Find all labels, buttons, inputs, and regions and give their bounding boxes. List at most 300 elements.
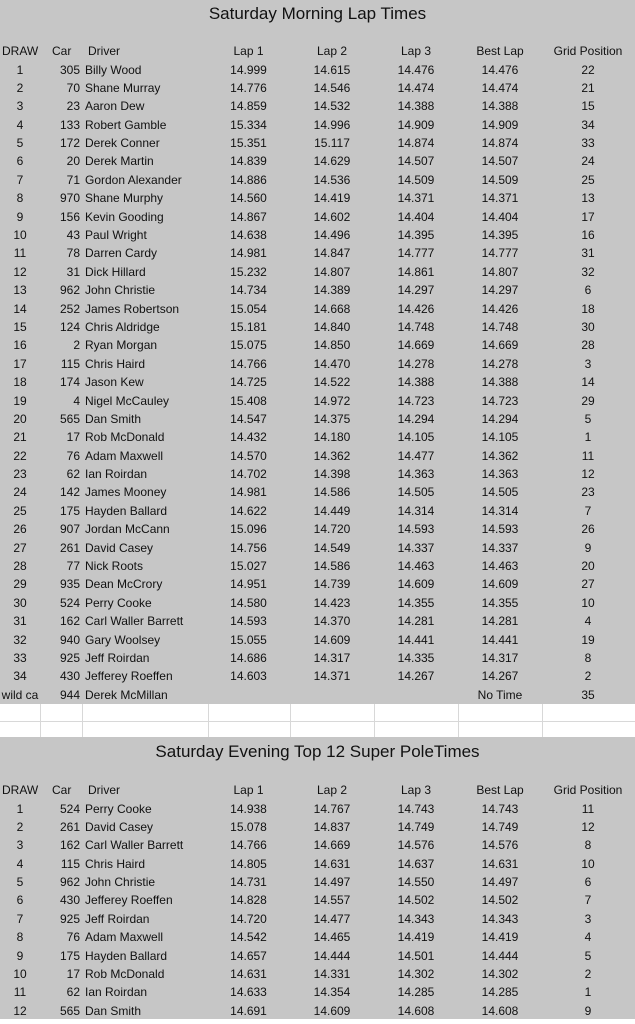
lap1-cell: 15.055 [230, 632, 267, 647]
draw-cell: 10 [13, 967, 27, 981]
driver-cell: Darren Cardy [85, 246, 158, 261]
lap1-cell: 14.766 [230, 356, 267, 371]
best-lap-cell: 14.281 [481, 614, 519, 629]
grid-position-cell: 26 [581, 522, 595, 537]
lap1-cell: 15.054 [230, 301, 267, 316]
lap2-cell: 14.739 [313, 577, 351, 592]
car-cell: 962 [59, 875, 80, 890]
car-cell: 62 [66, 467, 80, 482]
grid-position-cell: 1 [584, 985, 592, 1000]
lap2-cell: 14.549 [313, 540, 351, 555]
table-row [0, 575, 635, 593]
table-row [0, 502, 635, 520]
best-lap-cell: 14.363 [481, 467, 519, 482]
lap3-cell: 14.463 [397, 559, 435, 574]
lap3-cell: 14.267 [397, 669, 435, 684]
lap3-cell: 14.285 [397, 985, 435, 1000]
grid-position-cell: 7 [584, 503, 592, 518]
lap2-cell: 14.807 [313, 264, 351, 279]
lap2-cell: 14.536 [313, 172, 351, 187]
best-lap-cell: 14.297 [481, 283, 519, 298]
table-row [0, 61, 635, 79]
lap3-cell: 14.337 [397, 540, 435, 555]
driver-cell: Jefferey Roeffen [85, 669, 173, 684]
best-lap-cell: 14.404 [481, 209, 519, 224]
best-lap-cell: 14.441 [481, 632, 519, 647]
header-best-lap-cell: Best Lap [476, 44, 524, 58]
lap1-cell: 14.725 [230, 375, 267, 390]
driver-cell: Jeff Roirdan [85, 911, 150, 926]
lap3-cell: 14.637 [397, 856, 435, 871]
table-row [0, 594, 635, 612]
car-cell: 565 [59, 1003, 80, 1018]
header-lap2-cell: Lap 2 [316, 783, 348, 797]
draw-cell: 26 [13, 522, 27, 537]
best-lap-cell: 14.502 [481, 893, 519, 908]
draw-cell: 1 [16, 62, 24, 77]
lap1-cell: 15.181 [230, 319, 267, 334]
lap1-cell: 15.078 [230, 819, 267, 834]
driver-cell: Nick Roots [85, 559, 144, 574]
lap2-cell: 14.609 [313, 632, 351, 647]
lap2-cell: 14.362 [313, 448, 351, 463]
lap1-cell: 14.720 [230, 911, 267, 926]
car-cell: 261 [59, 819, 80, 834]
draw-cell: 30 [13, 595, 27, 610]
lap3-cell: 14.388 [397, 375, 435, 390]
lap1-cell: 14.731 [230, 875, 267, 890]
lap3-cell: 14.404 [397, 209, 435, 224]
lap3-cell: 14.294 [397, 411, 435, 426]
driver-cell: Hayden Ballard [85, 948, 168, 963]
lap2-cell: 14.477 [313, 911, 351, 926]
lap1-cell: 14.938 [230, 801, 267, 816]
lap1-cell: 15.075 [230, 338, 267, 353]
lap2-cell: 14.767 [313, 801, 351, 816]
car-cell: 172 [59, 136, 80, 151]
table-row [0, 226, 635, 244]
lap3-cell: 14.743 [397, 801, 435, 816]
lap3-cell: 14.502 [397, 893, 435, 908]
table-row [0, 355, 635, 373]
draw-cell: 14 [13, 301, 27, 316]
driver-cell: Chris Aldridge [85, 319, 160, 334]
draw-cell: 27 [13, 540, 27, 555]
table-row [0, 928, 635, 946]
lap3-cell: 14.395 [397, 228, 435, 242]
draw-cell: 33 [13, 650, 27, 665]
lap2-cell: 15.117 [314, 136, 350, 151]
driver-cell: John Christie [85, 283, 156, 298]
car-cell: 71 [66, 172, 80, 187]
car-cell: 20 [66, 154, 80, 169]
grid-position-cell: 24 [581, 154, 595, 169]
lap1-cell: 15.232 [230, 264, 267, 279]
table-row [0, 428, 635, 446]
lap1-cell: 14.570 [230, 448, 267, 463]
lap3-cell: 14.302 [397, 967, 435, 981]
grid-position-cell: 23 [581, 485, 595, 500]
draw-cell: 32 [13, 632, 27, 647]
best-lap-cell: 14.593 [481, 522, 519, 537]
draw-cell: 3 [16, 838, 24, 853]
best-lap-cell: 14.105 [481, 430, 519, 445]
grid-position-cell: 16 [581, 228, 595, 242]
lap2-cell: 14.423 [313, 595, 351, 610]
car-cell: 524 [59, 595, 80, 610]
car-cell: 124 [59, 319, 80, 334]
car-cell: 142 [59, 485, 80, 500]
grid-position-cell: 33 [581, 136, 595, 151]
lap3-cell: 14.363 [397, 467, 435, 482]
lap2-cell: 14.546 [313, 80, 351, 95]
draw-cell: 2 [16, 819, 24, 834]
draw-cell: 25 [13, 503, 27, 518]
car-cell: 962 [59, 283, 80, 298]
draw-cell: wild ca [1, 687, 39, 702]
driver-cell: Paul Wright [85, 228, 147, 242]
car-cell: 77 [66, 559, 80, 574]
grid-position-cell: 10 [581, 595, 595, 610]
grid-position-cell: 3 [584, 911, 592, 926]
lap3-cell: 14.593 [397, 522, 435, 537]
driver-cell: Derek Martin [85, 154, 154, 169]
table-row [0, 152, 635, 170]
driver-cell: Dean McCrory [85, 577, 163, 592]
table-row [0, 263, 635, 281]
grid-position-cell: 22 [581, 62, 595, 77]
lap1-cell: 14.951 [230, 577, 267, 592]
car-cell: 156 [59, 209, 80, 224]
best-lap-cell: 14.631 [481, 856, 519, 871]
lap3-cell: 14.749 [397, 819, 435, 834]
best-lap-cell: 14.777 [481, 246, 519, 261]
lap2-cell: 14.609 [313, 1003, 351, 1018]
lap3-cell: 14.505 [397, 485, 435, 500]
best-lap-cell: 14.426 [481, 301, 519, 316]
table-row [0, 134, 635, 152]
lap2-cell: 14.389 [313, 283, 351, 298]
lap1-cell: 14.633 [230, 985, 267, 1000]
lap3-cell: 14.909 [397, 117, 435, 132]
lap1-cell: 15.408 [230, 393, 267, 408]
lap3-cell: 14.669 [397, 338, 435, 353]
grid-position-cell: 17 [581, 209, 595, 224]
lap1-cell: 14.593 [230, 614, 267, 629]
lap3-cell: 14.723 [397, 393, 435, 408]
table-row [0, 97, 635, 115]
draw-cell: 7 [16, 911, 24, 926]
car-cell: 43 [66, 228, 80, 242]
driver-cell: Adam Maxwell [85, 448, 164, 463]
lap2-cell: 14.615 [313, 62, 351, 77]
lap2-cell: 14.371 [313, 669, 351, 684]
lap3-cell: 14.441 [397, 632, 435, 647]
table-row [0, 483, 635, 501]
car-cell: 430 [59, 893, 80, 908]
car-cell: 115 [60, 856, 80, 871]
draw-cell: 12 [13, 1003, 27, 1018]
best-lap-cell: 14.576 [481, 838, 519, 853]
table-row [0, 336, 635, 354]
header-lap2-cell: Lap 2 [316, 44, 348, 58]
lap1-cell: 14.756 [230, 540, 267, 555]
car-cell: 162 [59, 614, 80, 629]
car-cell: 925 [59, 650, 80, 665]
best-lap-cell: 14.337 [481, 540, 519, 555]
driver-cell: Ian Roirdan [85, 985, 148, 1000]
lap2-cell: 14.669 [313, 838, 351, 853]
draw-cell: 28 [13, 559, 27, 574]
draw-cell: 6 [16, 154, 24, 169]
car-cell: 925 [59, 911, 80, 926]
best-lap-cell: 14.476 [481, 62, 519, 77]
lap1-cell: 14.981 [230, 485, 267, 500]
header-lap1-cell: Lap 1 [233, 44, 264, 58]
lap1-cell: 14.828 [230, 893, 267, 908]
lap2-cell: 14.370 [313, 614, 351, 629]
lap1-cell: 14.638 [230, 228, 267, 242]
lap3-cell: 14.355 [397, 595, 435, 610]
grid-position-cell: 9 [584, 540, 592, 555]
header-lap3-cell: Lap 3 [400, 44, 432, 58]
lap3-cell: 14.105 [397, 430, 435, 445]
table-row [0, 667, 635, 685]
grid-position-cell: 5 [584, 411, 592, 426]
draw-cell: 9 [16, 209, 24, 224]
driver-cell: Shane Murphy [85, 191, 164, 206]
lap2-cell: 14.837 [313, 819, 351, 834]
blank-rows [0, 704, 635, 737]
car-cell: 76 [66, 448, 80, 463]
lap1-cell: 14.867 [230, 209, 267, 224]
car-cell: 524 [59, 801, 80, 816]
grid-position-cell: 31 [581, 246, 595, 261]
table-row [0, 410, 635, 428]
table-row [0, 910, 635, 928]
lap3-cell: 14.343 [397, 911, 435, 926]
lap3-cell: 14.474 [397, 80, 435, 95]
header-grid-position-cell: Grid Position [553, 783, 623, 797]
best-lap-cell: 14.278 [481, 356, 519, 371]
draw-cell: 4 [16, 117, 24, 132]
header-grid-position-cell: Grid Position [553, 44, 623, 58]
header-car-cell: Car [52, 783, 72, 797]
car-cell: 935 [59, 577, 80, 592]
lap1-cell: 14.839 [230, 154, 267, 169]
best-lap-cell: 14.314 [481, 503, 519, 518]
car-cell: 430 [59, 669, 80, 684]
lap1-cell: 15.096 [230, 522, 267, 537]
grid-position-cell: 19 [581, 632, 595, 647]
best-lap-cell: 14.723 [481, 393, 519, 408]
grid-position-cell: 29 [581, 393, 595, 408]
best-lap-cell: 14.669 [481, 338, 519, 353]
lap3-cell: 14.426 [397, 301, 435, 316]
driver-cell: Dick Hillard [85, 264, 146, 279]
grid-position-cell: 3 [584, 356, 592, 371]
draw-cell: 18 [13, 375, 27, 390]
car-cell: 115 [60, 356, 80, 371]
lap3-cell: 14.501 [397, 948, 435, 963]
grid-position-cell: 4 [584, 930, 592, 945]
grid-position-cell: 18 [581, 301, 595, 316]
lap3-cell: 14.281 [397, 614, 435, 629]
lap2-cell: 14.532 [313, 99, 351, 114]
lap1-cell: 14.622 [230, 503, 267, 518]
best-lap-cell: No Time [477, 687, 523, 702]
best-lap-cell: 14.497 [481, 875, 519, 890]
lap2-cell: 14.398 [313, 467, 351, 482]
driver-cell: Rob McDonald [85, 967, 165, 981]
driver-cell: Ryan Morgan [85, 338, 158, 353]
best-lap-cell: 14.267 [481, 669, 519, 684]
lap2-cell: 14.497 [313, 875, 351, 890]
lap2-cell: 14.668 [313, 301, 351, 316]
header-driver-cell: Driver [88, 783, 120, 797]
draw-cell: 5 [16, 136, 24, 151]
lap3-cell: 14.608 [397, 1003, 435, 1018]
lap3-cell: 14.476 [397, 62, 435, 77]
draw-cell: 11 [13, 246, 27, 261]
lap3-cell: 14.874 [397, 136, 435, 151]
car-cell: 4 [73, 393, 80, 408]
lap2-cell: 14.522 [313, 375, 351, 390]
draw-cell: 24 [13, 485, 27, 500]
best-lap-cell: 14.874 [481, 136, 519, 151]
table-row [0, 631, 635, 649]
lap1-cell: 14.776 [230, 80, 267, 95]
table-row [0, 539, 635, 557]
table-row [0, 244, 635, 262]
driver-cell: Perry Cooke [85, 801, 152, 816]
car-cell: 2 [73, 338, 80, 353]
lap3-cell: 14.335 [397, 650, 435, 665]
driver-cell: Carl Waller Barrett [85, 838, 184, 853]
driver-cell: Gordon Alexander [85, 172, 182, 187]
draw-cell: 19 [13, 393, 27, 408]
grid-position-cell: 6 [584, 875, 592, 890]
driver-cell: Carl Waller Barrett [85, 614, 184, 629]
lap1-cell: 14.657 [230, 948, 267, 963]
car-cell: 261 [59, 540, 80, 555]
lap2-cell: 14.602 [313, 209, 351, 224]
car-cell: 907 [59, 522, 80, 537]
table-row [0, 373, 635, 391]
lap3-cell: 14.609 [397, 577, 435, 592]
grid-position-cell: 1 [584, 430, 592, 445]
car-cell: 70 [66, 80, 80, 95]
car-cell: 944 [59, 687, 80, 702]
lap3-cell: 14.507 [397, 154, 435, 169]
grid-position-cell: 2 [584, 669, 592, 684]
draw-cell: 4 [16, 856, 24, 871]
lap2-cell: 14.419 [313, 191, 351, 206]
draw-cell: 11 [13, 985, 27, 1000]
table-row [0, 855, 635, 873]
grid-position-cell: 6 [584, 283, 592, 298]
car-cell: 133 [59, 117, 80, 132]
draw-cell: 31 [13, 614, 27, 629]
table-row [0, 300, 635, 318]
table-row [0, 1002, 635, 1020]
draw-cell: 8 [16, 191, 24, 206]
table-row [0, 947, 635, 965]
best-lap-cell: 14.302 [481, 967, 519, 981]
best-lap-cell: 14.505 [481, 485, 519, 500]
table-row [0, 116, 635, 134]
driver-cell: James Mooney [85, 485, 167, 500]
table-row [0, 965, 635, 983]
car-cell: 305 [59, 62, 80, 77]
draw-cell: 8 [16, 930, 24, 945]
lap2-cell: 14.996 [313, 117, 351, 132]
draw-cell: 13 [13, 283, 27, 298]
table-row [0, 208, 635, 226]
best-lap-cell: 14.294 [481, 411, 519, 426]
lap2-cell: 14.465 [313, 930, 351, 945]
lap1-cell: 15.027 [230, 559, 267, 574]
best-lap-cell: 14.355 [481, 595, 519, 610]
lap2-cell: 14.557 [313, 893, 351, 908]
driver-cell: Adam Maxwell [85, 930, 164, 945]
grid-position-cell: 9 [584, 1003, 592, 1018]
car-cell: 62 [66, 985, 80, 1000]
best-lap-cell: 14.444 [481, 948, 519, 963]
table-row [0, 465, 635, 483]
best-lap-cell: 14.909 [481, 117, 519, 132]
lap3-cell: 14.419 [397, 930, 435, 945]
grid-position-cell: 21 [581, 80, 595, 95]
grid-position-cell: 13 [581, 191, 595, 206]
table-row [0, 686, 635, 704]
driver-cell: Jordan McCann [85, 522, 170, 537]
draw-cell: 23 [13, 467, 27, 482]
grid-position-cell: 30 [581, 319, 595, 334]
best-lap-cell: 14.395 [481, 228, 519, 242]
car-cell: 175 [59, 503, 80, 518]
lap2-cell: 14.720 [313, 522, 351, 537]
lap2-cell: 14.586 [313, 485, 351, 500]
lap2-cell: 14.850 [313, 338, 351, 353]
grid-position-cell: 20 [581, 559, 595, 574]
best-lap-cell: 14.362 [481, 448, 519, 463]
lap2-cell: 14.972 [313, 393, 351, 408]
draw-cell: 3 [16, 99, 24, 114]
header-draw-cell: DRAW [2, 44, 39, 58]
grid-position-cell: 25 [581, 172, 595, 187]
driver-cell: David Casey [85, 540, 154, 555]
draw-cell: 10 [13, 228, 27, 242]
lap1-cell: 14.805 [230, 856, 267, 871]
lap1-cell: 14.560 [230, 191, 267, 206]
car-cell: 940 [59, 632, 80, 647]
draw-cell: 17 [13, 356, 27, 371]
lap3-cell: 14.477 [397, 448, 435, 463]
car-cell: 162 [59, 838, 80, 853]
lap1-cell: 15.334 [230, 117, 267, 132]
draw-cell: 29 [13, 577, 27, 592]
lap3-cell: 14.748 [397, 319, 435, 334]
best-lap-cell: 14.371 [481, 191, 519, 206]
lap1-cell: 14.886 [230, 172, 267, 187]
driver-cell: Chris Haird [85, 856, 146, 871]
driver-cell: Hayden Ballard [85, 503, 168, 518]
grid-position-cell: 5 [584, 948, 592, 963]
draw-cell: 15 [13, 319, 27, 334]
lap2-cell: 14.375 [313, 411, 351, 426]
lap1-cell: 14.631 [230, 967, 267, 981]
